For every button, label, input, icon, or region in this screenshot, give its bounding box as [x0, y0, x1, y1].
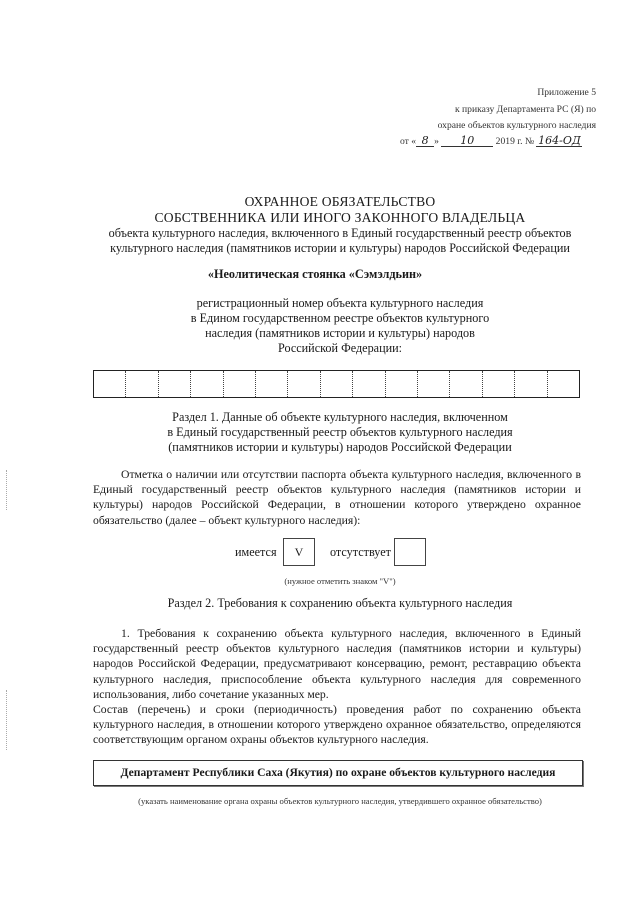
registration-digit-cell	[515, 371, 547, 397]
appendix-date-line	[400, 135, 582, 147]
registration-line-2: в Едином государственном реестре объектов культурного	[190, 311, 490, 325]
passport-has-checkbox[interactable]	[283, 538, 315, 566]
date-mid: »	[434, 136, 439, 147]
registration-line-3: наследия (памятников истории и культуры) народов	[205, 326, 475, 340]
order-number: 164-ОД	[538, 134, 581, 147]
section-1-line-3: (памятников истории и культуры) народов Российской Федерации	[168, 440, 512, 454]
appendix-line-3: охране объектов культурного наследия	[437, 120, 596, 131]
heading-line-4: культурного наследия (памятников истории и культуры) народов Российской Федерации	[110, 241, 570, 255]
registration-digit-cell	[224, 371, 256, 397]
object-name: «Неолитическая стоянка «Сэмэлдьин»	[207, 267, 423, 281]
registration-digit-cell	[288, 371, 320, 397]
passport-has-mark: V	[294, 545, 304, 559]
registration-digit-cell	[321, 371, 353, 397]
department-name: Департамент Республики Саха (Якутия) по охране объектов культурного наследия	[120, 766, 556, 779]
passport-absent-label: отсутствует	[330, 545, 391, 559]
scan-margin-mark	[6, 470, 10, 510]
department-box	[93, 760, 583, 786]
date-day: 8	[416, 135, 434, 147]
registration-digit-cell	[353, 371, 385, 397]
passport-hint: (нужное отметить знаком "V")	[284, 576, 396, 586]
document-subtitle: СОБСТВЕННИКА ИЛИ ИНОГО ЗАКОННОГО ВЛАДЕЛЬЦА	[154, 210, 526, 225]
registration-digit-cell	[191, 371, 223, 397]
registration-digit-cell	[450, 371, 482, 397]
passport-absent-checkbox[interactable]	[394, 538, 426, 566]
passport-note: Отметка о наличии или отсутствии паспорта объекта культурного наследия, включенного в Единый государственный реестр объектов культурного наследия (памятников истории и культуры) народов Российской Федерации, в отношении которого утверждено охранное обязательство (далее – объект культурного наследия):	[93, 468, 581, 527]
department-hint: (указать наименование органа охраны объектов культурного наследия, утвердившего охранное обязательство)	[138, 796, 542, 806]
registration-digit-cell	[159, 371, 191, 397]
scan-margin-mark	[6, 690, 10, 750]
section-1-title: Раздел 1. Данные об объекте культурного наследия, включенном	[172, 410, 508, 424]
registration-digit-cell	[126, 371, 158, 397]
section-1-line-2: в Единый государственный реестр объектов культурного наследия	[167, 425, 513, 439]
registration-digit-cell	[94, 371, 126, 397]
document-title: ОХРАННОЕ ОБЯЗАТЕЛЬСТВО	[244, 194, 436, 209]
heading-line-3: объекта культурного наследия, включенного в Единый государственный реестр объектов	[108, 226, 572, 240]
section-2-item-1: 1. Требования к сохранению объекта культурного наследия, включенного в Единый государственный реестр объектов культурного наследия (памятников истории и культуры) народов Российской Федерации, предусматривают консервацию, ремонт, реставрацию объекта культурного наследия, приспособление объекта культурного наследия для современного использования, либо сочетание указанных мер.	[93, 627, 581, 701]
registration-digit-cell	[483, 371, 515, 397]
registration-line-4: Российской Федерации:	[277, 341, 403, 355]
registration-digit-cell	[548, 371, 579, 397]
appendix-line-2: к приказу Департамента РС (Я) по	[454, 104, 596, 115]
registration-digit-cell	[256, 371, 288, 397]
registration-digit-cell	[386, 371, 418, 397]
registration-number-grid	[93, 370, 580, 398]
registration-line-1: регистрационный номер объекта культурного наследия	[196, 296, 484, 310]
appendix-line-1: Приложение 5	[537, 87, 596, 98]
passport-has-label: имеется	[235, 545, 277, 559]
section-2-item-2: Состав (перечень) и сроки (периодичность) проведения работ по сохранению объекта культурного наследия, в отношении которого утверждено охранное обязательство, определяются соответствующим органом охраны объектов культурного наследия.	[93, 703, 581, 747]
date-month: 10	[441, 135, 493, 147]
registration-digit-cell	[418, 371, 450, 397]
date-year: 2019 г. №	[495, 136, 535, 147]
date-prefix: от «	[400, 136, 417, 147]
section-2-title: Раздел 2. Требования к сохранению объекта культурного наследия	[167, 596, 513, 610]
